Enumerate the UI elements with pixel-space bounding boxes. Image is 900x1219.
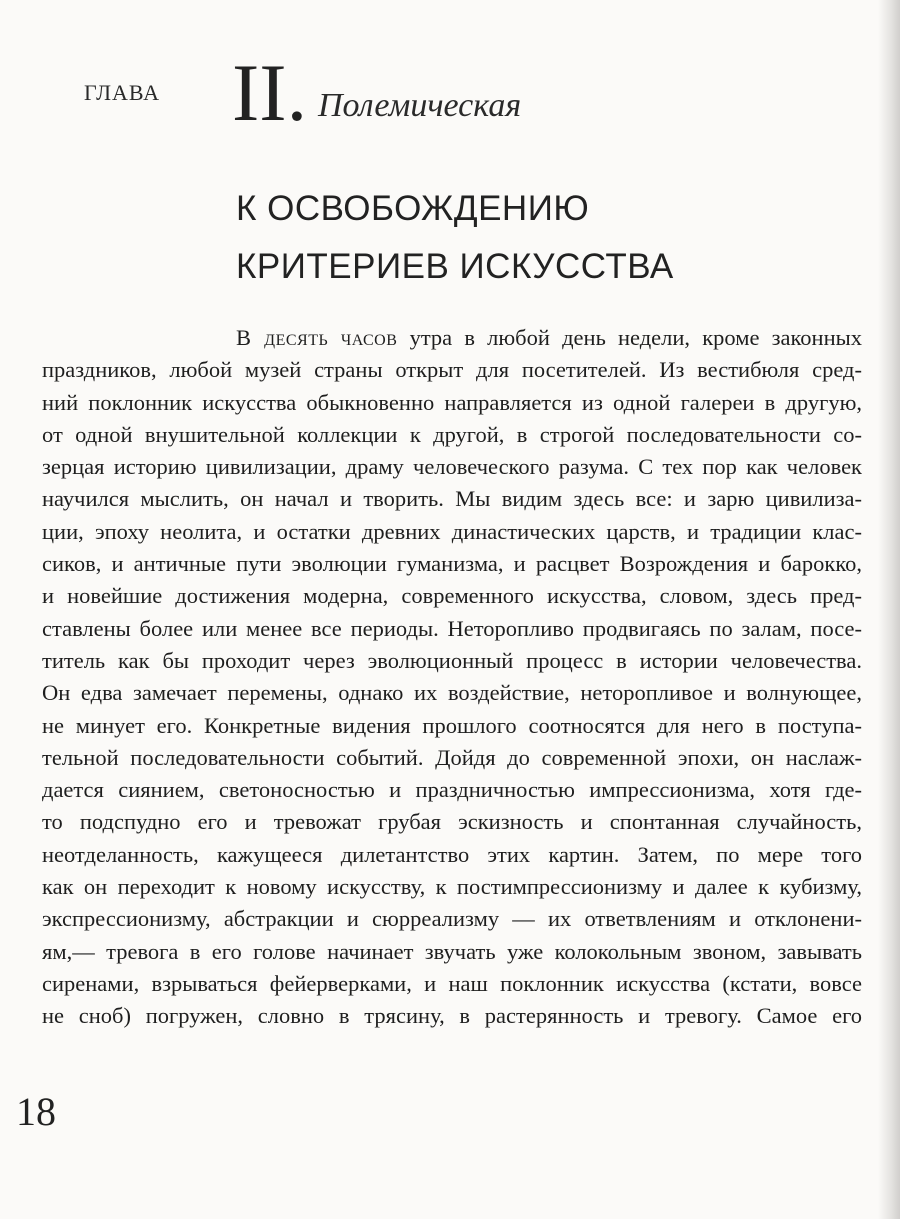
section-title-line-2: КРИТЕРИЕВ ИСКУССТВА	[236, 247, 674, 286]
body-line: зерцая историю цивилизации, драму человеческого разума. С тех пор как человек	[42, 454, 862, 480]
chapter-number: II.	[232, 47, 308, 138]
section-title	[236, 180, 674, 296]
body-line: тельной последовательности событий. Дойдя до современной эпохи, он наслаж-	[42, 744, 862, 770]
body-line: сиренами, взрываться фейерверками, и наш поклонник искусства (кстати, вовсе	[42, 970, 862, 996]
body-line: праздников, любой музей страны открыт для посетителей. Из вестибюля сред-	[42, 357, 862, 383]
body-line: титель как бы проходит через эволюционный процесс в истории человечества.	[42, 647, 862, 673]
body-line: неотделанность, кажущееся дилетантство этих картин. Затем, по мере того	[42, 841, 862, 867]
page-edge-shadow	[878, 0, 900, 1219]
body-line: не сноб) погружен, словно в трясину, в растерянность и тревогу. Самое его	[42, 1003, 862, 1029]
section-title-line-1: К ОСВОБОЖДЕНИЮ	[236, 189, 590, 228]
body-line: сиков, и античные пути эволюции гуманизма, и расцвет Возрождения и барокко,	[42, 551, 862, 577]
body-line: Он едва замечает перемены, однако их воздействие, неторопливое и волнующее,	[42, 680, 862, 706]
lead-in-smallcaps: В десять часов	[236, 325, 398, 350]
body-line-text: утра в любой день недели, кроме законных	[397, 325, 862, 350]
body-line	[42, 322, 862, 354]
chapter-subtitle: Полемическая	[318, 87, 522, 124]
body-line: ний поклонник искусства обыкновенно направляется из одной галереи в другую,	[42, 389, 862, 415]
body-line: ставлены более или менее все периоды. Неторопливо продвигаясь по залам, посе-	[42, 615, 862, 641]
body-line: ции, эпоху неолита, и остатки древних династических царств, и традиции клас-	[42, 518, 862, 544]
body-line: научился мыслить, он начал и творить. Мы видим здесь все: и зарю цивилиза-	[42, 486, 862, 512]
chapter-label: ГЛАВА	[84, 80, 161, 105]
body-text	[42, 322, 862, 1033]
body-line: и новейшие достижения модерна, современного искусства, словом, здесь пред-	[42, 583, 862, 609]
body-line: как он переходит к новому искусству, к постимпрессионизму и далее к кубизму,	[42, 874, 862, 900]
body-line: не минует его. Конкретные видения прошлого соотносятся для него в поступа-	[42, 712, 862, 738]
body-line: дается сиянием, светоносностью и праздничностью импрессионизма, хотя где-	[42, 777, 862, 803]
body-line: от одной внушительной коллекции к другой, в строгой последовательности со-	[42, 421, 862, 447]
page-number: 18	[16, 1089, 56, 1134]
body-line: ям,— тревога в его голове начинает звучать уже колокольным звоном, завывать	[42, 938, 862, 964]
body-line: экспрессионизму, абстракции и сюрреализму — их ответвлениям и отклонени-	[42, 906, 862, 932]
body-line: то подспудно его и тревожат грубая эскизность и спонтанная случайность,	[42, 809, 862, 835]
